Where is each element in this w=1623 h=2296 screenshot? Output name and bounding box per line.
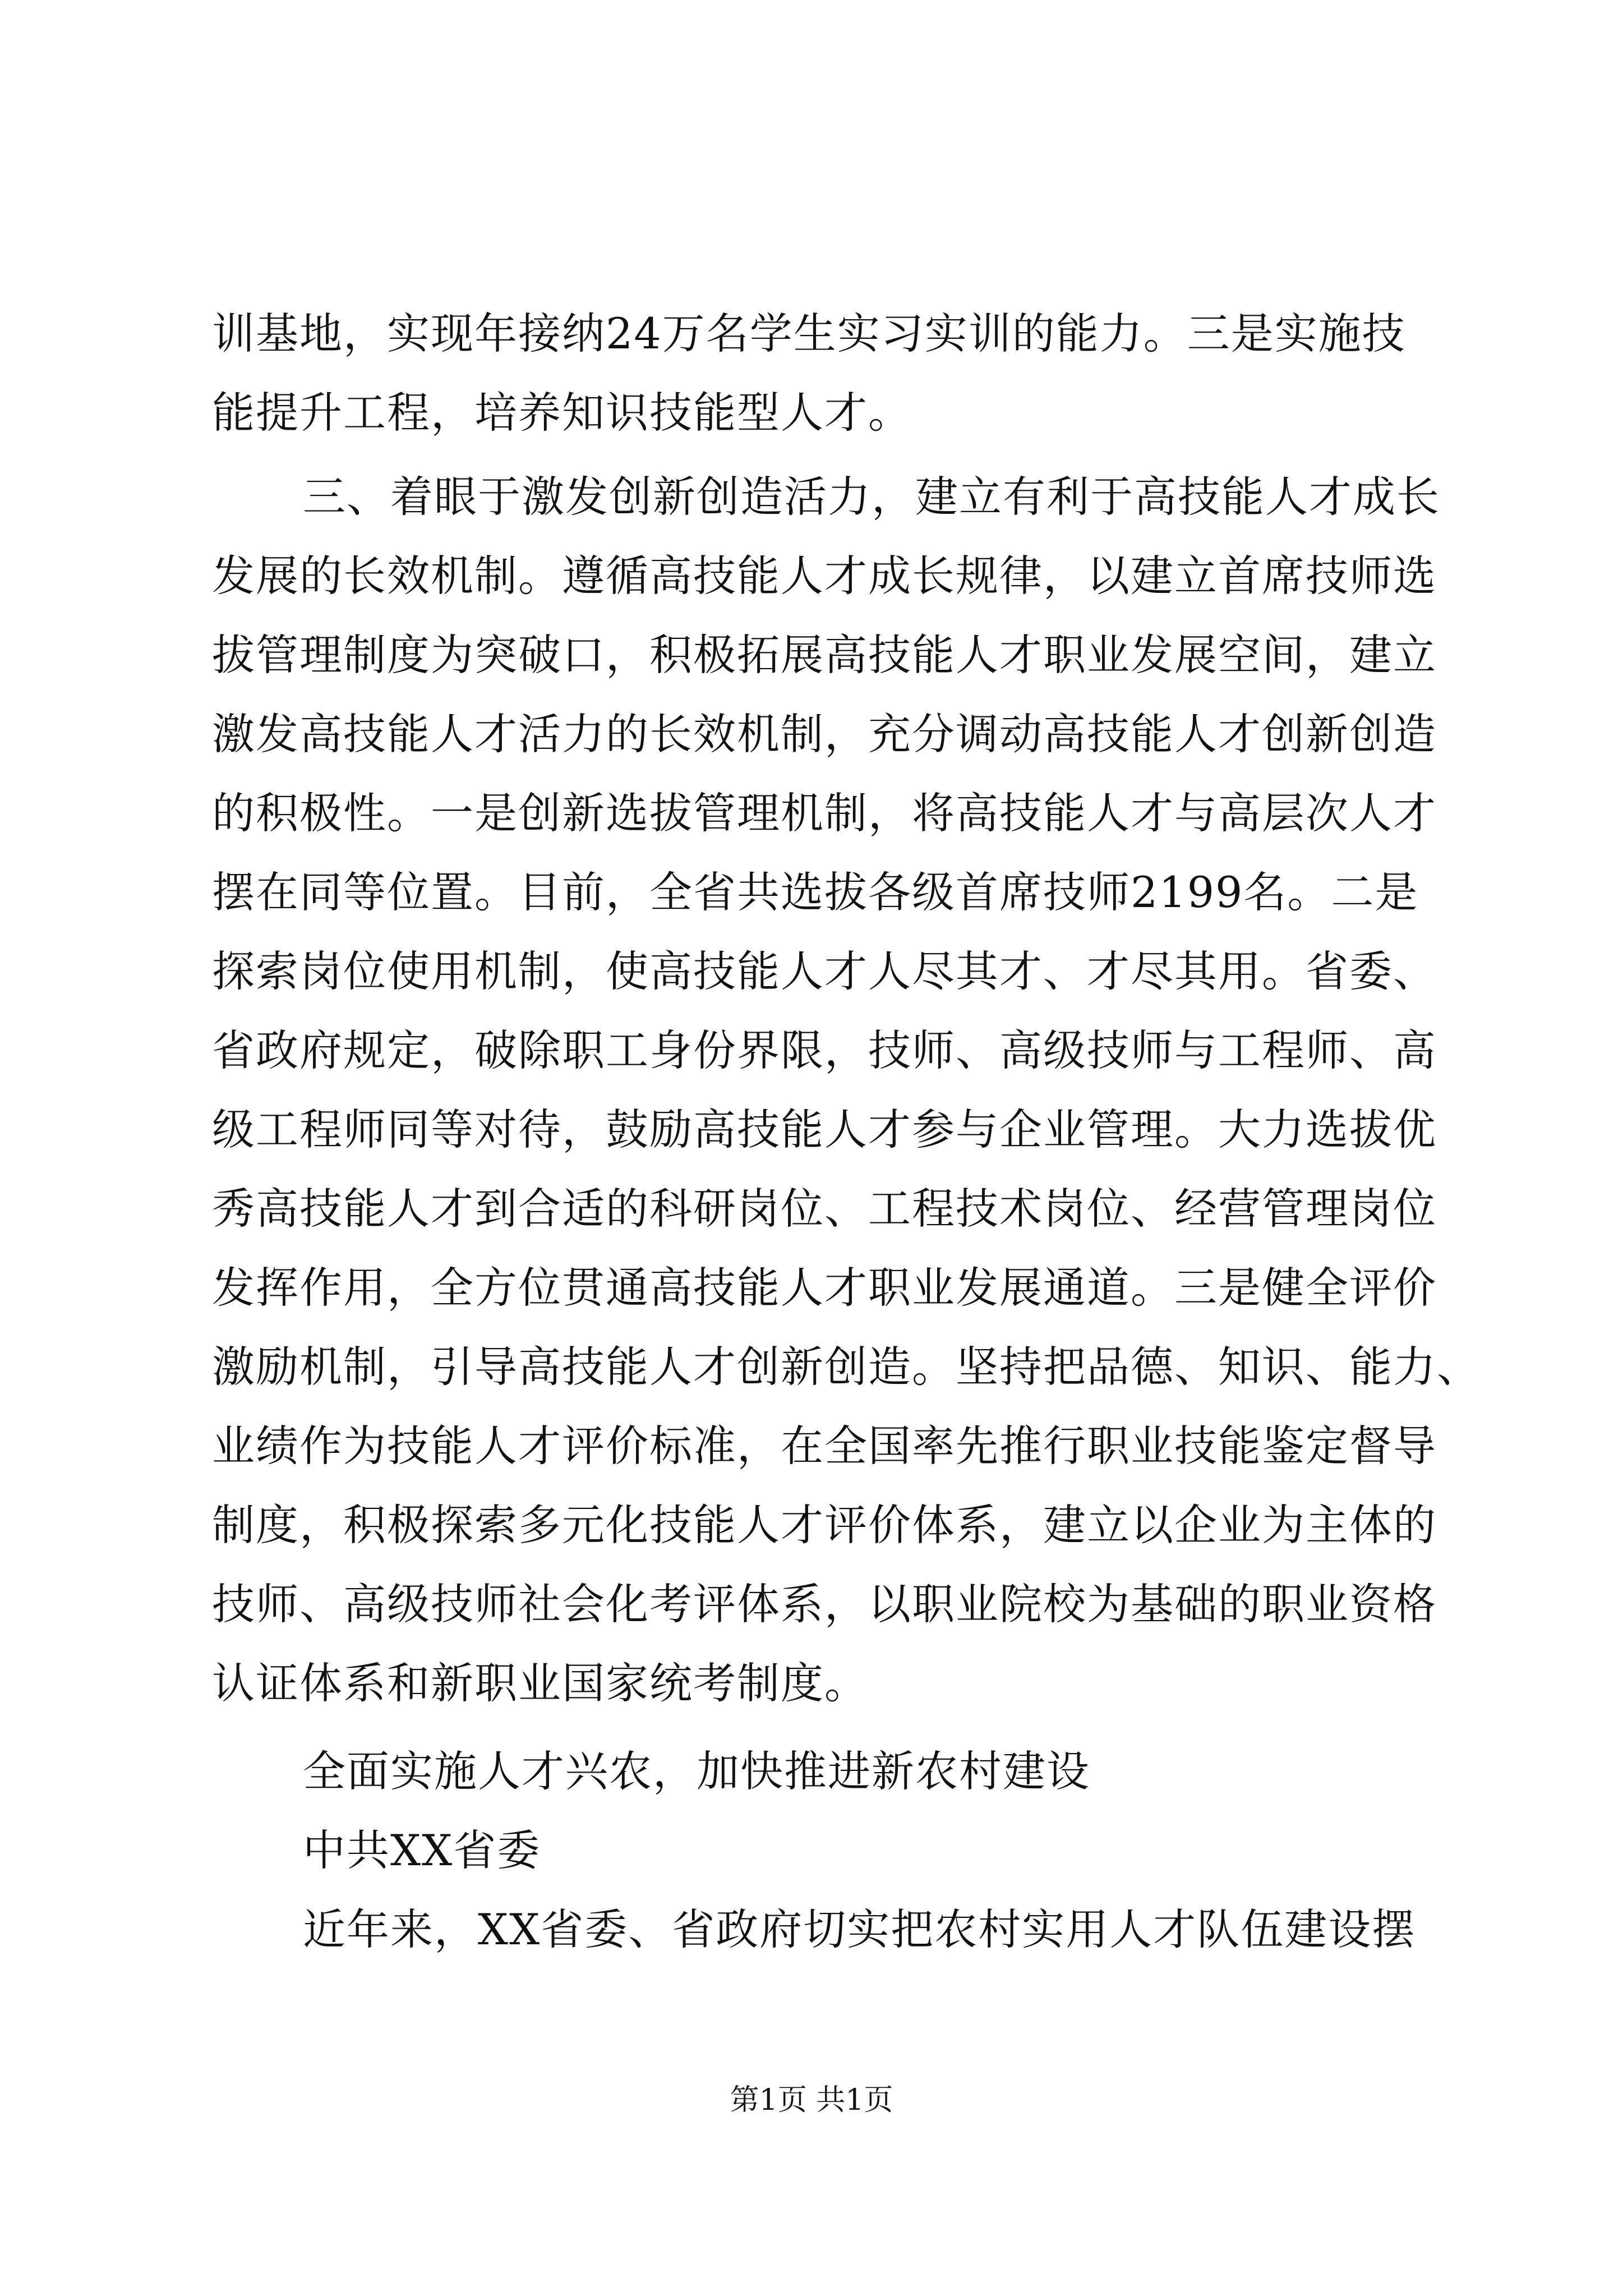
paragraph-2-line-9: 级工程师同等对待，鼓励高技能人才参与企业管理。大力选拔优 [212,1105,1437,1154]
section-author: 中共XX省委 [303,1825,541,1875]
page-footer: 第1页 共1页 [730,2083,893,2117]
paragraph-2-line-11: 发挥作用，全方位贯通高技能人才职业发展通道。三是健全评价 [212,1263,1437,1313]
paragraph-3-line-1: 近年来，XX省委、省政府切实把农村实用人才队伍建设摆 [303,1904,1416,1954]
paragraph-2-line-4: 激发高技能人才活力的长效机制，充分调动高技能人才创新创造 [212,709,1437,759]
paragraph-2-line-5: 的积极性。一是创新选拔管理机制，将高技能人才与高层次人才 [212,788,1437,838]
paragraph-2-line-14: 制度，积极探索多元化技能人才评价体系，建立以企业为主体的 [212,1500,1437,1550]
paragraph-1-line-1: 训基地，实现年接纳24万名学生实习实训的能力。三是实施技 [212,309,1406,358]
paragraph-2-line-10: 秀高技能人才到合适的科研岗位、工程技术岗位、经营管理岗位 [212,1184,1437,1234]
paragraph-2-line-1: 三、着眼于激发创新创造活力，建立有利于高技能人才成长 [303,472,1440,522]
paragraph-2-line-13: 业绩作为技能人才评价标准，在全国率先推行职业技能鉴定督导 [212,1421,1437,1471]
paragraph-2-line-16: 认证体系和新职业国家统考制度。 [212,1658,868,1708]
paragraph-2-line-7: 探索岗位使用机制，使高技能人才人尽其才、才尽其用。省委、 [212,946,1437,996]
paragraph-2-line-6: 摆在同等位置。目前，全省共选拔各级首席技师2199名。二是 [212,867,1419,917]
paragraph-2-line-2: 发展的长效机制。遵循高技能人才成长规律，以建立首席技师选 [212,551,1437,601]
paragraph-2-line-8: 省政府规定，破除职工身份界限，技师、高级技师与工程师、高 [212,1025,1437,1075]
section-title: 全面实施人才兴农，加快推进新农村建设 [303,1746,1090,1796]
paragraph-2-line-12: 激励机制，引导高技能人才创新创造。坚持把品德、知识、能力、 [212,1342,1481,1392]
paragraph-2-line-15: 技师、高级技师社会化考评体系，以职业院校为基础的职业资格 [212,1579,1437,1629]
paragraph-1-line-2: 能提升工程，培养知识技能型人才。 [212,388,912,438]
paragraph-2-line-3: 拔管理制度为突破口，积极拓展高技能人才职业发展空间，建立 [212,630,1437,680]
